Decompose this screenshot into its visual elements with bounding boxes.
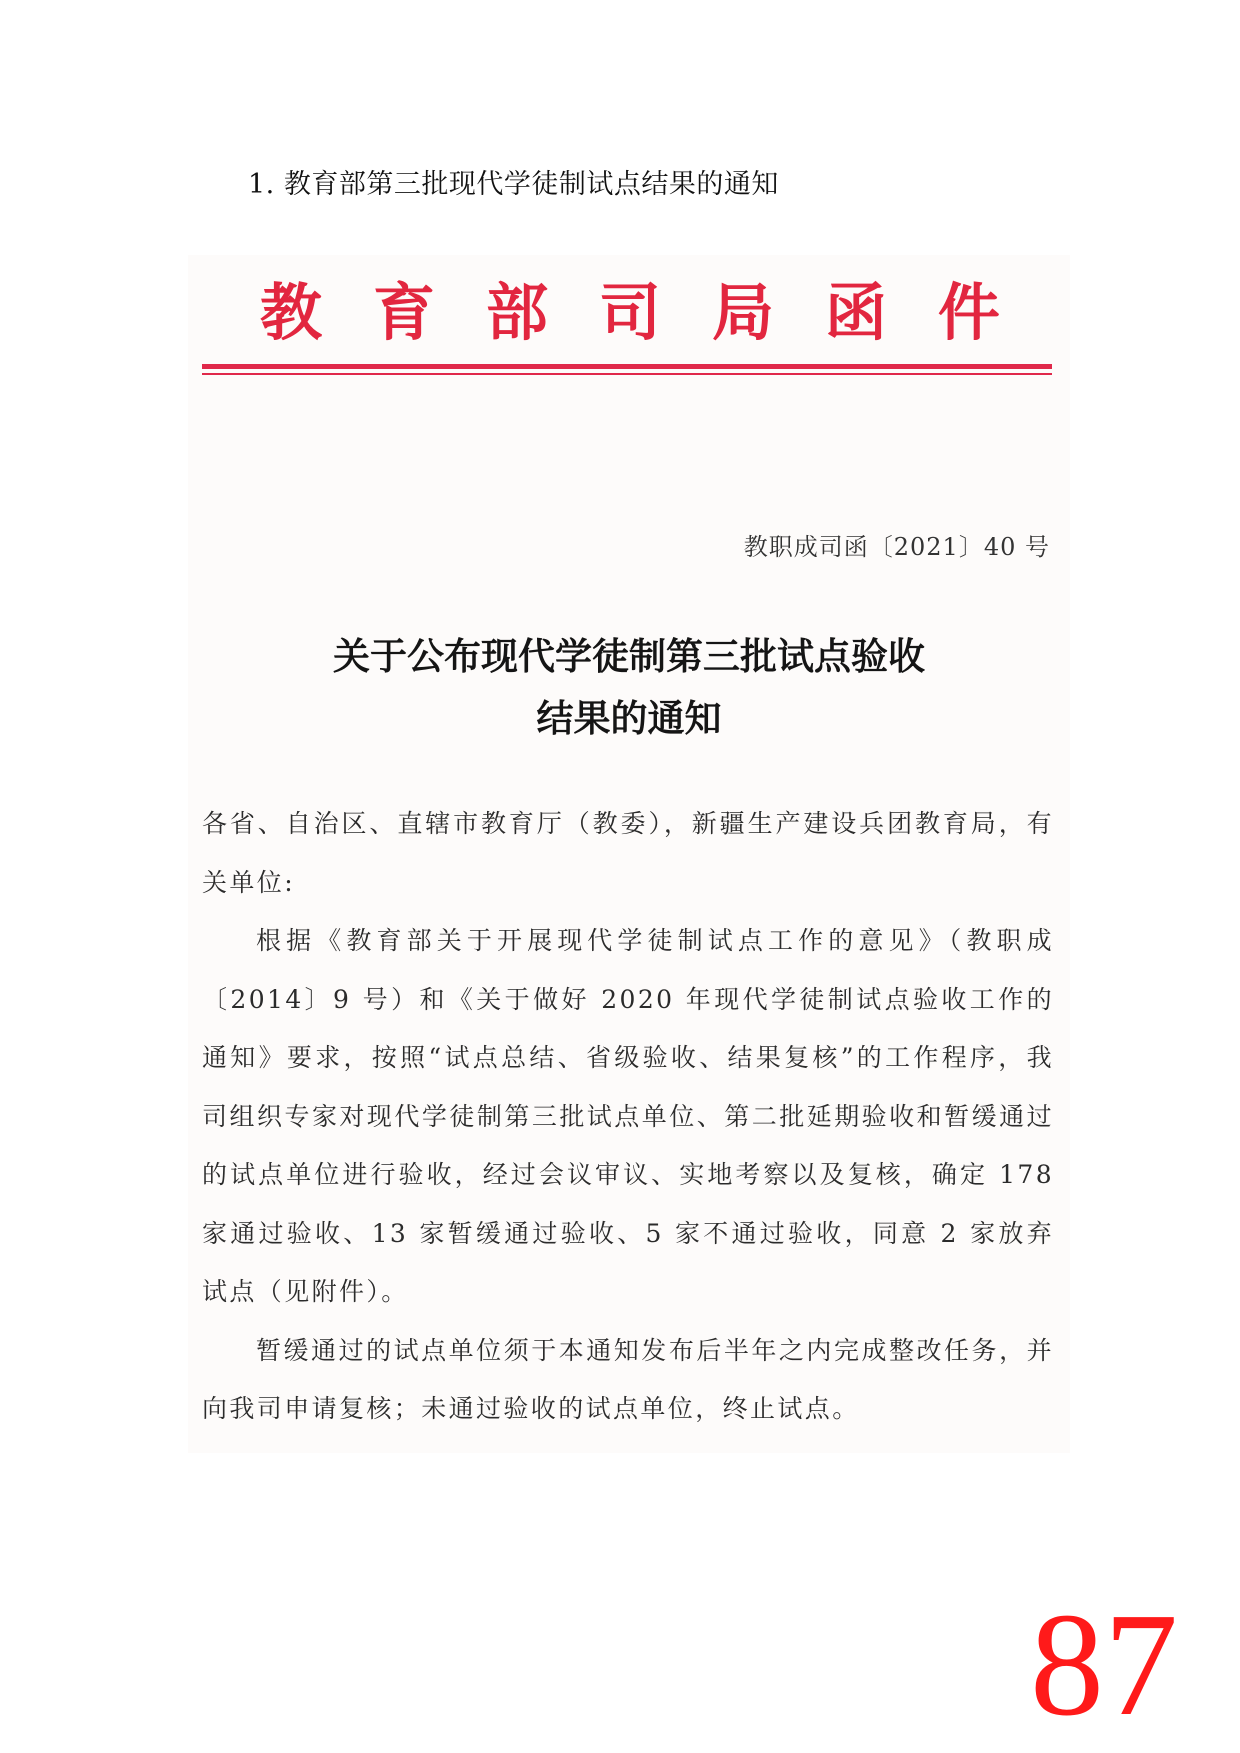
letterhead <box>260 273 1000 353</box>
letterhead-char: 部 <box>485 276 548 349</box>
letterhead-char: 育 <box>372 276 435 349</box>
letterhead-rule-thin <box>202 373 1052 375</box>
salutation: 各省、自治区、直辖市教育厅（教委），新疆生产建设兵团教育局，有关单位: <box>202 809 1054 897</box>
scanned-document <box>188 255 1070 1453</box>
letterhead-rule-thick <box>202 364 1052 369</box>
document-title-line: 关于公布现代学徒制第三批试点验收 <box>333 634 925 678</box>
document-number: 教职成司函〔2021〕40 号 <box>743 533 1050 561</box>
letterhead-char: 函 <box>824 276 887 349</box>
letterhead-char: 教 <box>260 276 323 349</box>
letterhead-char: 局 <box>711 276 774 349</box>
body-paragraph: 根据《教育部关于开展现代学徒制试点工作的意见》（教职成〔2014〕9 号）和《关于做好 2020 年现代学徒制试点验收工作的通知》要求，按照“试点总结、省级验收、结果复核”的工作程序，我司组织专家对现代学徒制第三批试点单位、第二批延期验收和暂缓通过的试点单位进行验收，经过会议审议、实地考察以及复核，确定 178 家通过验收、13 家暂缓通过验收、5 家不通过验收，同意 2 家放弃试点（见附件）。 <box>202 926 1054 1306</box>
body-paragraph: 暂缓通过的试点单位须于本通知发布后半年之内完成整改任务，并向我司申请复核；未通过验收的试点单位，终止试点。 <box>202 1335 1054 1423</box>
document-body <box>202 795 1054 1439</box>
letterhead-char: 件 <box>937 276 1000 349</box>
document-title-line: 结果的通知 <box>536 696 722 740</box>
section-heading: 1. 教育部第三批现代学徒制试点结果的通知 <box>248 169 779 200</box>
page-number: 87 <box>1030 1583 1178 1747</box>
document-title <box>188 625 1070 749</box>
letterhead-char: 司 <box>598 276 661 349</box>
